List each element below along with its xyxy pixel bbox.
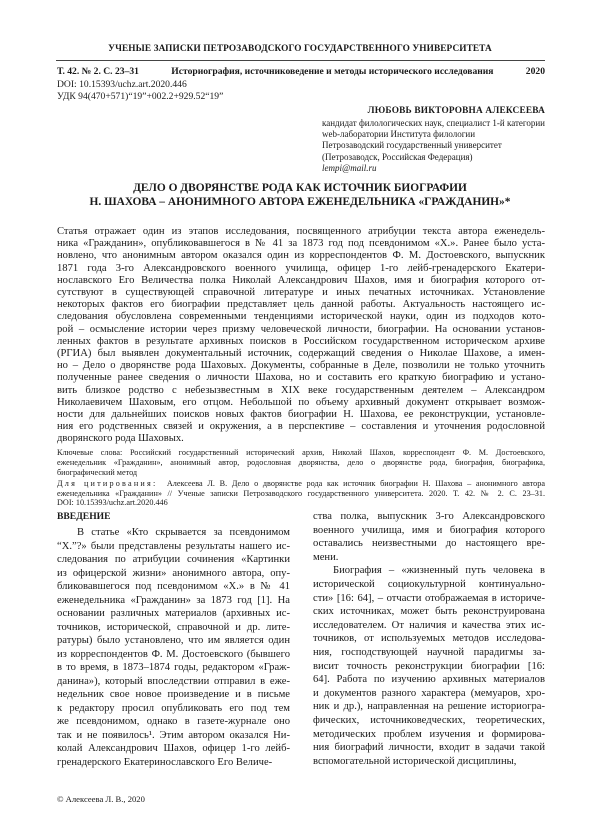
text-line: гренадерского Екатеринославского Его Величе- xyxy=(57,756,273,768)
citation-line: Алексеева Л. В. Дело о дворянстве рода как источник биографии Н. Шахова – анонимного автора xyxy=(166,479,545,488)
text-line: военного училища, имя и биография которого xyxy=(313,524,545,536)
udk: УДК 94(470+571)“19”+002.2+929.52“19” xyxy=(57,91,224,102)
text-line: в то время, в 1873–1874 годы, редактором «Граж- xyxy=(57,662,290,673)
affiliation-line: Петрозаводский государственный университет xyxy=(322,140,502,151)
text-line: ности для дальнейших поисков новых фактов биографии Н. Шахова, ее реконструкции, установле- xyxy=(57,409,545,421)
text-line: ских источниках, может быть реконструирована xyxy=(313,606,545,618)
issue-year: 2020 xyxy=(525,66,545,77)
author-email[interactable]: lempi@mail.ru xyxy=(322,162,377,173)
text-line: методических проблем изучения и формирова- xyxy=(313,728,545,740)
text-line: оставались неизвестными до настоящего вре- xyxy=(313,538,545,550)
text-line: к редактору просил опубликовать его под тем xyxy=(57,702,290,714)
text-line: еженедельника «Гражданин» за 1873 год [1]. На xyxy=(57,594,290,606)
header-divider xyxy=(56,60,545,61)
text-line: ния его родственных связей и окружения, а в перспективе – составления и уточнения родословной xyxy=(57,421,545,433)
text-line: еженедельник «Гражданин», анонимный автор, родословная дворянства, дело о дворянстве рода, биография, биографика, xyxy=(57,457,545,467)
issue-line xyxy=(57,66,545,77)
text-line: ник и др.), направленная на решение историогра- xyxy=(313,701,545,713)
text-line: но – Дело о дворянстве рода Шаховых. Документы, собранные в Деле, позволили не только уточнить xyxy=(57,360,545,372)
journal-name: УЧЕНЫЕ ЗАПИСКИ ПЕТРОЗАВОДСКОГО ГОСУДАРСТВЕННОГО УНИВЕРСИТЕТА xyxy=(108,44,492,54)
text-line: некоторых фактов его биографии представляет цель данной работы. Актуальность настоящего ис- xyxy=(57,299,545,311)
text-line: вить близкое родство с небезызвестным в XIX веке государственным деятелем – Александром xyxy=(57,384,545,396)
author-name: ЛЮБОВЬ ВИКТОРОВНА АЛЕКСЕЕВА xyxy=(367,106,545,116)
text-line: полученные ранее сведения о личности Шахова, но и составить его краткую биографию и устано- xyxy=(57,372,545,384)
text-line: исторической социокультурной континуально- xyxy=(313,578,545,590)
text-line: рой – осмысление истории через призму человеческой личности, биографии. На основании установ- xyxy=(57,323,545,335)
text-line: колай Александрович Шахов, офицер 1-го лейб- xyxy=(57,743,290,754)
text-line: так и не появилось¹. Этим автором оказался Ни- xyxy=(57,729,290,741)
text-line: биографический метод xyxy=(57,467,138,477)
issue-number: Т. 42. № 2. С. 23–31 xyxy=(57,66,139,77)
title-line: ДЕЛО О ДВОРЯНСТВЕ РОДА КАК ИСТОЧНИК БИОГРАФИИ xyxy=(133,182,467,194)
text-line: Николаевичем Шаховым, его отцом. Небольшой по объему архивный документ открывает возмож- xyxy=(57,396,545,408)
citation-label: Для цитирования: xyxy=(57,479,158,488)
text-line: ника «Гражданин», опубликовавшегося в № 41 за 1873 год под псевдонимом «Х.». Ранее было уста- xyxy=(57,238,545,250)
title-line: Н. ШАХОВА – АНОНИМНОГО АВТОРА ЕЖЕНЕДЕЛЬНИКА «ГРАЖДАНИН»* xyxy=(89,196,511,208)
text-line: 64]. Работа по изучению архивных материалов xyxy=(313,674,545,686)
text-line: (РГИА) был выявлен документальный источник, содержащий сведения о Николае Шахове, а имен- xyxy=(57,348,545,360)
text-line: В статье «Кто скрывается за псевдонимом xyxy=(77,527,290,538)
text-line: новлено, что анонимным автором оказался один из корреспондентов Ф. М. Достоевского, выпускник xyxy=(57,250,545,262)
text-line: основании различных материалов (архивных ис- xyxy=(57,608,290,619)
article-title xyxy=(0,181,600,209)
text-line: бликовавшегося под псевдонимом «Х.» в № 41 xyxy=(57,581,290,592)
text-line: следования обусловлена современными тенденциями исторической науки, один из подходов кото- xyxy=(57,311,545,323)
citation-line: DOI: 10.15393/uchz.art.2020.446 xyxy=(57,498,168,508)
text-line: исследователем. От наличия и качества этих ис- xyxy=(313,619,545,631)
text-line: дворянского рода Шаховых. xyxy=(57,433,184,445)
keywords xyxy=(57,448,545,477)
intro-left-column xyxy=(57,526,290,769)
text-line: “Х.”?» были представлены результаты нашего ис- xyxy=(57,540,290,552)
text-line: следования по атрибуции сочинения «Картинки xyxy=(57,554,290,565)
text-line: ства полка, выпускник 3-го Александровского xyxy=(313,511,545,522)
doi: DOI: 10.15393/uchz.art.2020.446 xyxy=(57,79,187,90)
text-line: сутствуют в существующей справочной литературе и иных печатных источниках. Установление xyxy=(57,287,545,299)
text-line: недельник свое новое произведение и в письме xyxy=(57,689,290,700)
text-line: точников, исторической, справочной и др. лите- xyxy=(57,621,290,633)
text-line: данина»), который впоследствии отправил в еже- xyxy=(57,675,290,687)
author-affiliation xyxy=(322,118,545,174)
text-line: вспомогательной исторической дисциплины, xyxy=(313,755,517,767)
intro-right-column xyxy=(313,510,545,768)
copyright: © Алексеева Л. В., 2020 xyxy=(57,794,145,804)
text-line: ратуры) было установлено, что им является один xyxy=(57,635,290,646)
abstract xyxy=(57,226,545,446)
text-line: фических, источниковедческих, теоретических, xyxy=(313,714,545,726)
text-line: же псевдонимом, однако в газете-журнале оно xyxy=(57,716,290,727)
text-line: ленных фактов в результате архивных поисков в Российском государственном историческом архиве xyxy=(57,335,545,347)
section-name: Историография, источниковедение и методы исторического исследования xyxy=(171,66,494,77)
text-line: ния биографий личности, входит в задачи такой xyxy=(313,742,545,754)
text-line: сти» [16: 64], – отчасти отображаемая в историче- xyxy=(313,592,545,604)
text-line: ния, господствующей научной парадигмы за- xyxy=(313,646,545,658)
section-heading-intro: ВВЕДЕНИЕ xyxy=(57,511,111,522)
affiliation-line: кандидат филологических наук, специалист 1-й категории xyxy=(322,118,545,128)
text-line: из офицерской жизни» анонимного автора, опу- xyxy=(57,567,290,579)
text-line: мени. xyxy=(313,551,339,563)
text-line: из корреспондентов Ф. М. Достоевского (бывшего xyxy=(57,648,290,660)
text-line: точников, от используемых методов исследова- xyxy=(313,633,545,645)
text-line: Биография – «жизненный путь человека в xyxy=(333,565,545,577)
affiliation-line: (Петрозаводск, Российская Федерация) xyxy=(322,151,473,162)
text-line: и документов разного характера (мемуаров, хро- xyxy=(313,687,545,699)
citation-line: еженедельника «Гражданин» // Ученые записки Петрозаводского государственного университета. 2020. Т. 42. № 2. С. 23–31. xyxy=(57,488,545,498)
text-line: висит точность реконструкции биографии [16: xyxy=(313,660,545,672)
affiliation-line: web-лаборатории Института филологии xyxy=(322,129,476,140)
text-line: нославского Его Величества полка Николай Александрович Шахов, имя и биография которого от- xyxy=(57,274,545,286)
text-line: Статья отражает один из этапов исследования, посвященного атрибуции текста автора еженедель- xyxy=(57,226,545,237)
text-line: Ключевые слова: Российский государственный исторический архив, Николай Шахов, корреспондент Ф. М. Достоевского, xyxy=(57,448,545,457)
text-line: 1871 года 3-го Александровского военного училища, офицер 1-го лейб-гренадерского Екатери- xyxy=(57,262,545,274)
citation xyxy=(57,479,545,508)
